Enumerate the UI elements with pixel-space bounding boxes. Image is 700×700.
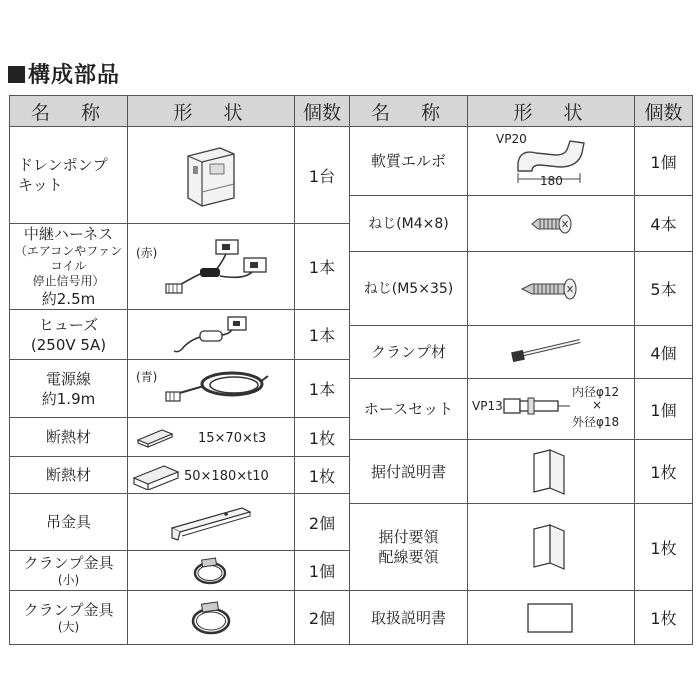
- item-install-manual: 据付説明書: [350, 440, 468, 504]
- item-soft-elbow: 軟質エルボ: [350, 127, 468, 196]
- square-bullet-icon: [8, 66, 25, 83]
- harness-red-label: (赤): [136, 245, 158, 260]
- count-hanger-bracket: 2個: [295, 494, 350, 551]
- item-screw-m5: ねじ(M5×35): [350, 252, 468, 326]
- count-power-cable: 1本: [295, 360, 350, 418]
- insulation-thin-icon: [136, 426, 176, 448]
- shape-drain-pump: [128, 127, 295, 224]
- guide-booklet-icon: [530, 523, 570, 571]
- drain-pump-icon: [180, 142, 240, 208]
- screw-m4-icon: [528, 213, 578, 235]
- header-shape-left: 形 状: [128, 96, 295, 127]
- table-row: [10, 127, 693, 196]
- item-operation-manual: 取扱説明書: [350, 591, 468, 645]
- count-install-manual: 1枚: [635, 440, 693, 504]
- power-cable-blue-label: (青): [136, 369, 158, 384]
- shape-insulation-2: [128, 457, 295, 494]
- item-install-wiring-guide: 据付要領 配線要領: [350, 504, 468, 591]
- hose-set-icon: [502, 397, 572, 417]
- page-title: 構成部品: [8, 58, 120, 89]
- item-drain-pump-kit: ドレンポンプ キット: [10, 127, 128, 224]
- header-count-right: 個数: [635, 96, 693, 127]
- hose-outer-diameter-label: 外径φ18: [572, 415, 620, 429]
- header-name-left: 名 称: [10, 96, 128, 127]
- manual-booklet-icon: [530, 448, 570, 496]
- hose-vp13-label: VP13: [472, 399, 503, 413]
- shape-clamp-material: [468, 326, 635, 379]
- header-row: [10, 96, 693, 127]
- shape-relay-harness: [128, 224, 295, 310]
- item-screw-m4: ねじ(M4×8): [350, 196, 468, 252]
- count-soft-elbow: 1個: [635, 127, 693, 196]
- shape-fuse: [128, 310, 295, 360]
- count-relay-harness: 1本: [295, 224, 350, 310]
- count-screw-m5: 5本: [635, 252, 693, 326]
- elbow-vp20-label: VP20: [496, 132, 527, 146]
- shape-screw-m4: [468, 196, 635, 252]
- header-count-left: 個数: [295, 96, 350, 127]
- item-clamp-large: クランプ金具 (大): [10, 591, 128, 645]
- operation-manual-icon: [526, 602, 574, 634]
- count-operation-manual: 1枚: [635, 591, 693, 645]
- shape-hanger-bracket: [128, 494, 295, 551]
- item-fuse: ヒューズ (250V 5A): [10, 310, 128, 360]
- power-cable-icon: [164, 364, 274, 414]
- parts-table: [9, 95, 693, 645]
- count-clamp-material: 4個: [635, 326, 693, 379]
- elbow-180-label: 180: [540, 174, 563, 188]
- header-name-right: 名 称: [350, 96, 468, 127]
- count-insulation-2: 1枚: [295, 457, 350, 494]
- shape-clamp-small: [128, 551, 295, 591]
- count-install-wiring-guide: 1枚: [635, 504, 693, 591]
- fuse-icon: [170, 313, 250, 357]
- hanger-bracket-icon: [166, 502, 256, 542]
- item-clamp-small: クランプ金具 (小): [10, 551, 128, 591]
- cable-tie-icon: [510, 337, 590, 367]
- shape-hose-set: [468, 379, 635, 440]
- insulation-2-dimensions: 50×180×t10: [184, 469, 269, 484]
- count-drain-pump: 1台: [295, 127, 350, 224]
- count-fuse: 1本: [295, 310, 350, 360]
- count-clamp-small: 1個: [295, 551, 350, 591]
- shape-screw-m5: [468, 252, 635, 326]
- insulation-1-dimensions: 15×70×t3: [198, 431, 267, 446]
- shape-clamp-large: [128, 591, 295, 645]
- header-shape-right: 形 状: [468, 96, 635, 127]
- item-insulation-1: 断熱材: [10, 418, 128, 457]
- shape-install-wiring-guide: [468, 504, 635, 591]
- count-insulation-1: 1枚: [295, 418, 350, 457]
- item-hanger-bracket: 吊金具: [10, 494, 128, 551]
- count-clamp-large: 2個: [295, 591, 350, 645]
- count-hose-set: 1個: [635, 379, 693, 440]
- item-clamp-material: クランプ材: [350, 326, 468, 379]
- hose-clamp-small-icon: [190, 556, 230, 586]
- item-hose-set: ホースセット: [350, 379, 468, 440]
- shape-power-cable: [128, 360, 295, 418]
- hose-inner-diameter-label: 内径φ12: [572, 385, 620, 399]
- relay-harness-icon: [164, 236, 279, 298]
- insulation-thick-icon: [132, 462, 182, 490]
- item-relay-harness: 中継ハーネス （エアコンやファンコイル 停止信号用） 約2.5m: [10, 224, 128, 310]
- shape-operation-manual: [468, 591, 635, 645]
- table-row: [10, 591, 693, 645]
- item-power-cable: 電源線 約1.9m: [10, 360, 128, 418]
- shape-insulation-1: [128, 418, 295, 457]
- shape-soft-elbow: [468, 127, 635, 196]
- hose-clamp-large-icon: [188, 599, 234, 637]
- shape-install-manual: [468, 440, 635, 504]
- hose-times-label: ×: [592, 398, 603, 412]
- item-insulation-2: 断熱材: [10, 457, 128, 494]
- screw-m5-icon: [520, 277, 580, 301]
- count-screw-m4: 4本: [635, 196, 693, 252]
